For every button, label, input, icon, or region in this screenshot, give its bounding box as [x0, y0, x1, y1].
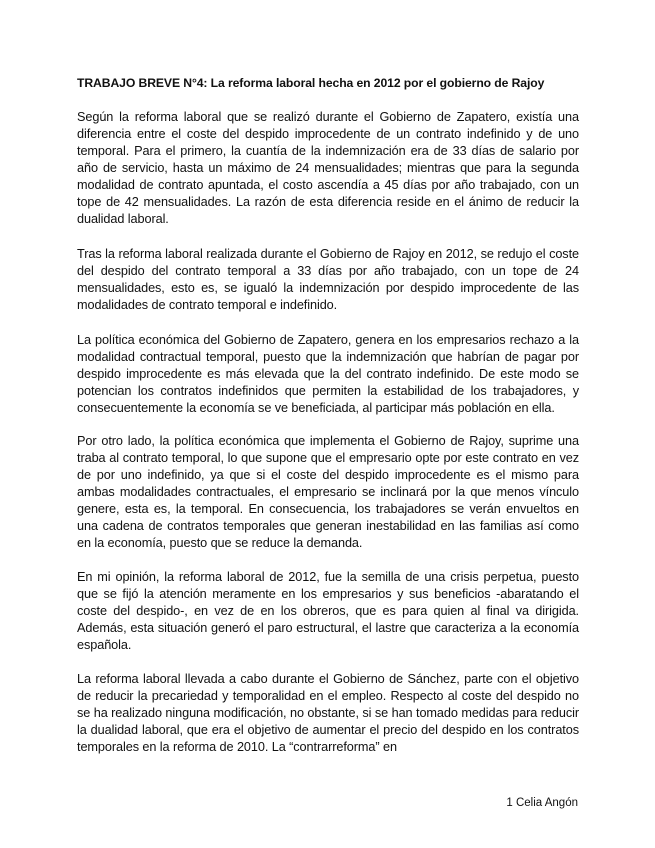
paragraph-rajoy-reform: Tras la reforma laboral realizada durante el Gobierno de Rajoy en 2012, se redujo el coste del despido del contrato temporal a 33 días por año trabajado, con un tope de 24 mensualidades, esto es, se igualó la indemnización por despido improcedente de las modalidades de contrato temporal e indefinido.	[77, 247, 579, 312]
page-footer: 1 Celia Angón	[506, 797, 578, 809]
paragraph-rajoy-policy: Por otro lado, la política económica que implementa el Gobierno de Rajoy, suprime una traba al contrato temporal, lo que supone que el empresario opte por este contrato en vez de por uno indefinido, ya que si el coste del despido improcedente es el mismo para ambas modalidades contractuales, el empresario se inclinará por la que menos vínculo genere, esta es, la temporal. En consecuencia, los trabajadores se verán envueltos en una cadena de contratos temporales que generan inestabilidad en las familias así como en la economía, puesto que se reduce la demanda.	[77, 434, 579, 550]
document-title: TRABAJO BREVE N°4: La reforma laboral hecha en 2012 por el gobierno de Rajoy	[77, 76, 545, 90]
paragraph-zapatero-policy: La política económica del Gobierno de Zapatero, genera en los empresarios rechazo a la modalidad contractual temporal, puesto que la indemnización que habrían de pagar por despido improcedente es más elevada que la del contrato indefinido. De este modo se potencian los contratos indefinidos que permiten la estabilidad de los trabajadores, y consecuentemente la economía se ve beneficiada, al participar más población en ella.	[77, 333, 579, 415]
paragraph-sanchez-reform: La reforma laboral llevada a cabo durante el Gobierno de Sánchez, parte con el objetivo de reducir la precariedad y temporalidad en el empleo. Respecto al coste del despido no se ha realizado ninguna modificación, no obstante, si se han tomado medidas para reducir la dualidad laboral, que era el objetivo de aumentar el precio del despido en los contratos temporales en la reforma de 2010. La “contrarreforma” en	[77, 672, 579, 754]
paragraph-opinion: En mi opinión, la reforma laboral de 2012, fue la semilla de una crisis perpetua, puesto que se fijó la atención meramente en los empresarios y sus beneficios -abaratando el coste del despido-, en vez de en los obreros, que es para quien al final va dirigida. Además, esta situación generó el paro estructural, el lastre que caracteriza a la economía española.	[77, 570, 579, 652]
paragraph-zapatero-reform: Según la reforma laboral que se realizó durante el Gobierno de Zapatero, existía una diferencia entre el coste del despido improcedente de un contrato indefinido y de uno temporal. Para el primero, la cuantía de la indemnización era de 33 días de salario por año de servicio, hasta un máximo de 24 mensualidades; mientras que para la segunda modalidad de contrato apuntada, el costo ascendía a 45 días por año trabajado, con un tope de 42 mensualidades. La razón de esta diferencia reside en el ánimo de reducir la dualidad laboral.	[77, 110, 579, 226]
